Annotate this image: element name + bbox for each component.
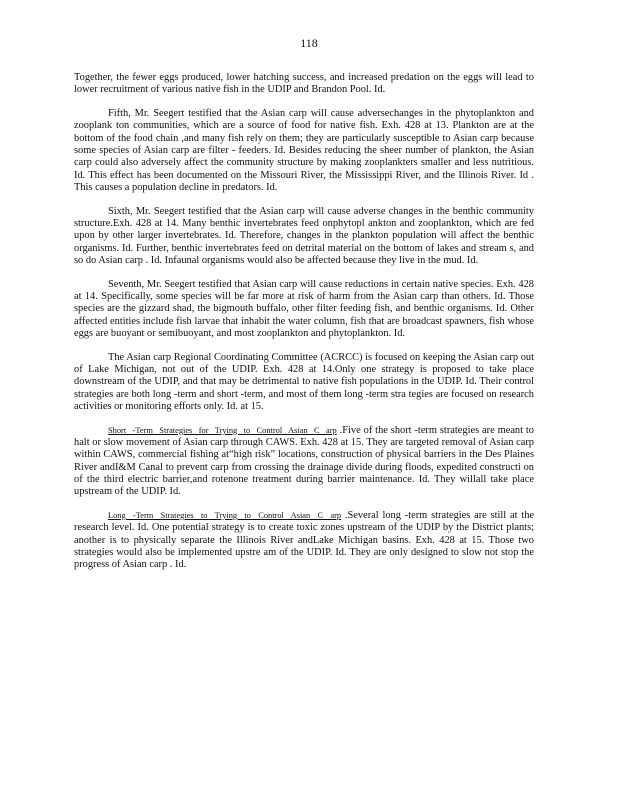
paragraph-text: .Five of the short -term strategies are meant to halt or slow movement of Asian carp through CAWS. Exh. 428 at 15. They are targeted removal of Asian carp within CAWS, commercial fishing at“high risk” locations, construction of physical barriers in the Des Plaines River andI&M Canal to prevent carp from crossing the drainage divide during floods, expedited constructi on of the third electric barrier,and rotenone treatment during barrier maintenance. Id. They willall take place upstream of the UDIP. Id. xyxy=(74,424,534,498)
paragraph-native-species xyxy=(74,279,534,340)
paragraph-text: Sixth, Mr. Seegert testified that the Asian carp will cause adverse changes in the benthic community structure.Exh. 428 at 14. Many benthic invertebrates feed onphytopl ankton and zooplankton, which are fed upon by other larger invertebrates. Id. Therefore, changes in the plankton population will affect the benthic organisms. Id. Further, benthic invertebrates feed on detrital material on the bottom of lakes and stream s, and so do Asian carp . Id. Infaunal organisms would also be affected because they live in the mud. Id. xyxy=(74,205,534,266)
paragraph-acrcc xyxy=(74,352,534,413)
paragraph-text: Fifth, Mr. Seegert testified that the Asian carp will cause adversechanges in the phytoplankton and zooplank ton communities, which are a source of food for native fish. Exh. 428 at 13. Plankton are at the bottom of the food chain ,and many fish rely on them; they are particularly susceptible to Asian carp because some species of Asian carp are filter - feeders. Id. Besides reducing the sheer number of plankton, the Asian carp could also adversely affect the community structure by making zooplankters smaller and less nutritious. Id. This effect has been documented on the Missouri River, the Mississippi River, and the Illinois River. Id . This causes a population decline in predators. Id. xyxy=(74,108,534,193)
paragraph-text: Together, the fewer eggs produced, lower hatching success, and increased predation on the eggs will lead to lower recruitment of various native fish in the UDIP and Brandon Pool. Id. xyxy=(74,72,534,96)
paragraph-short-term xyxy=(74,425,534,499)
paragraph-text: The Asian carp Regional Coordinating Committee (ACRCC) is focused on keeping the Asian carp out of Lake Michigan, not out of the UDIP. Exh. 428 at 14.Only one strategy is proposed to take place downstream of the UDIP, and that may be detrimental to native fish populations in the UDIP. Id. Their control strategies are both long -term and short -term, and most of them long -term stra tegies are focused on research activities or monitoring efforts only. Id. at 15. xyxy=(74,351,534,412)
paragraph-recruitment xyxy=(74,72,534,97)
short-term-heading: Short -Term Strategies for Trying to Control Asian C arp xyxy=(108,425,337,435)
paragraph-plankton xyxy=(74,108,534,194)
paragraph-text: .Several long -term strategies are still at the research level. Id. One potential strategy is to create toxic zones upstream of the UDIP by the District plants; another is to physically separate the Illinois River andLake Michigan basins. Exh. 428 at 15. Those two strategies would also be implemented upstre am of the UDIP. Id. They are only designed to slow not stop the progress of Asian carp . Id. xyxy=(74,509,535,571)
paragraph-text: Seventh, Mr. Seegert testified that Asian carp will cause reductions in certain native species. Exh. 428 at 14. Specifically, some species will be far more at risk of harm from the Asian carp than others. Id. Those species are the gizzard shad, the bigmouth buffalo, other filter feeding fish, and benthic organisms. Id. Other affected entities include fish larvae that inhabit the water column, fish that are broadcast spawners, fish whose eggs are buoyant or semibuoyant, and most zooplankton and phytoplankton. Id. xyxy=(74,278,534,339)
paragraph-benthic xyxy=(74,206,534,267)
paragraph-long-term xyxy=(74,510,534,571)
long-term-heading: Long -Term Strategies to Trying to Control Asian C arp xyxy=(108,510,342,520)
body-text xyxy=(74,72,534,583)
page-number: 118 xyxy=(300,36,318,50)
